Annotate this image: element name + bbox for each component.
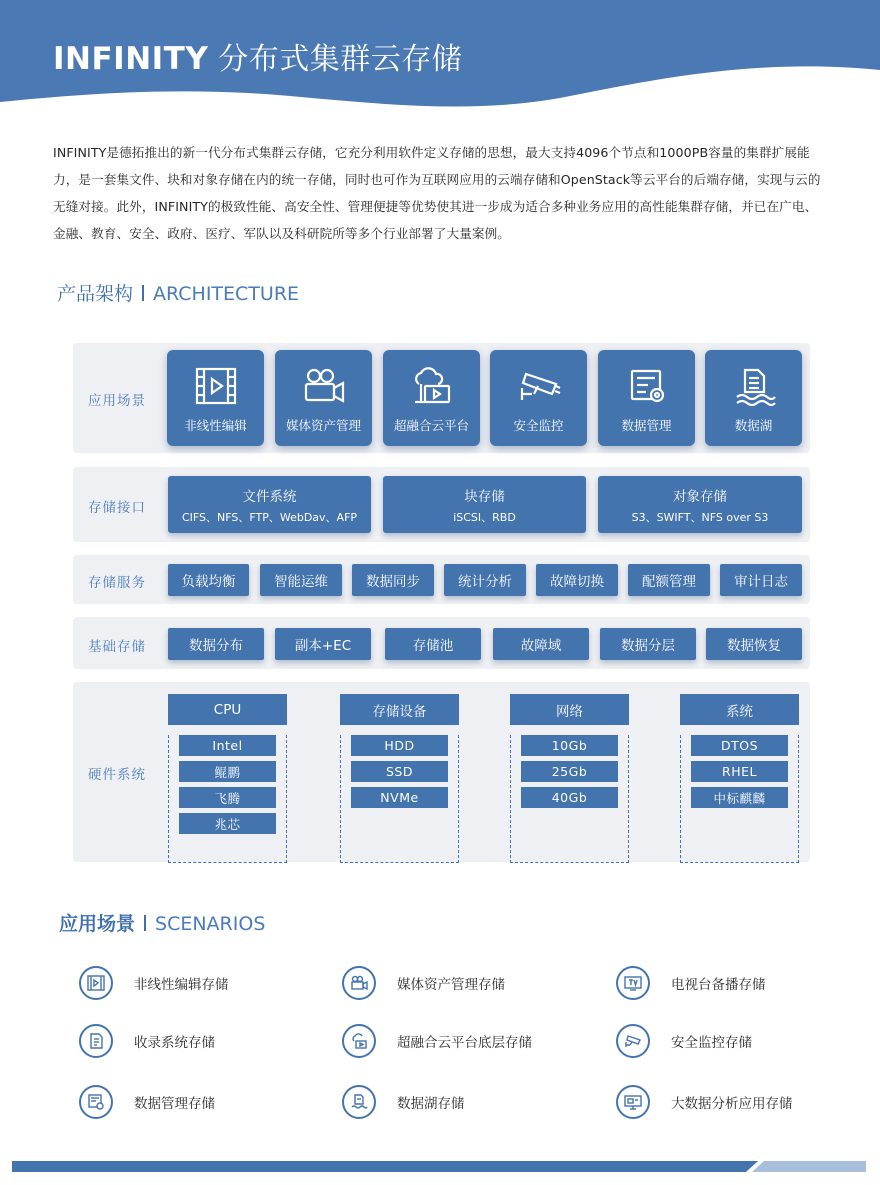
base-storage-item: 副本+EC (275, 628, 371, 660)
hardware-group-system (680, 694, 799, 863)
hardware-group-title: 存储设备 (340, 694, 459, 725)
hardware-item: 10Gb (521, 735, 618, 756)
service-item: 负载均衡 (168, 564, 249, 596)
base-storage-item: 存储池 (385, 628, 481, 660)
scenario-item-ingest (79, 1024, 215, 1058)
scenario-label: 超融合云平台底层存储 (397, 1035, 532, 1051)
intro-paragraph: INFINITY是德拓推出的新一代分布式集群云存储，它充分利用软件定义存储的思想，最大支持4096个节点和1000PB容量的集群扩展能力，是一套集文件、块和对象存储在内的统一存储，同时也可作为互联网应用的云端存储和OpenStack等云平台的后端存储，实现与云的无缝对接。此外，INFINITY的极致性能、高安全性、管理便捷等优势使其进一步成为适合多种业务应用的高性能集群存储，并已在广电、金融、教育、安全、政府、医疗、军队以及科研院所等多个行业部署了大量案例。 (53, 145, 821, 241)
service-item: 故障切换 (536, 564, 618, 596)
surveillance-camera-icon (624, 1033, 642, 1049)
hardware-item: NVMe (351, 787, 448, 808)
app-card-label: 数据管理 (621, 418, 672, 433)
base-storage-item: 数据分层 (600, 628, 696, 660)
app-card-hyperconverged (383, 350, 480, 446)
hardware-item: DTOS (691, 735, 788, 756)
app-card-label: 数据湖 (734, 418, 773, 433)
data-lake-icon (731, 366, 777, 406)
base-storage-item: 数据分布 (168, 628, 264, 660)
app-card-nle (167, 350, 264, 446)
hardware-item: 中标麒麟 (691, 787, 788, 808)
service-item: 智能运维 (260, 564, 342, 596)
scenario-label: 非线性编辑存储 (134, 977, 229, 993)
scenario-item-big-data (616, 1085, 793, 1119)
app-card-data-lake (705, 350, 802, 446)
scenario-label: 安全监控存储 (671, 1035, 752, 1051)
hardware-group-title: CPU (168, 694, 287, 725)
architecture-section-title: 产品架构 ARCHITECTURE (57, 283, 300, 305)
hardware-group-network (510, 694, 629, 863)
analytics-monitor-icon (624, 1094, 642, 1110)
tv-icon (624, 975, 642, 991)
interface-protocols: CIFS、NFS、FTP、WebDav、AFP (181, 510, 358, 524)
hardware-item: 25Gb (521, 761, 618, 782)
title-en: INFINITY (53, 41, 209, 77)
data-management-icon (624, 366, 670, 406)
document-icon (87, 1033, 105, 1049)
scenario-item-data-lake (342, 1085, 465, 1119)
video-camera-icon (301, 366, 347, 406)
service-item: 配额管理 (628, 564, 710, 596)
hardware-label: 硬件系统 (88, 767, 146, 783)
app-card-label: 安全监控 (513, 418, 564, 433)
hardware-group-title: 网络 (510, 694, 629, 725)
hardware-item: RHEL (691, 761, 788, 782)
service-item: 数据同步 (352, 564, 434, 596)
hardware-item: 飞腾 (179, 787, 276, 808)
scenario-item-media-asset (342, 966, 505, 1000)
scenario-label: 收录系统存储 (134, 1035, 215, 1051)
cloud-monitor-icon (350, 1033, 368, 1049)
storage-service-label: 存储服务 (88, 575, 146, 591)
interface-block-storage (383, 476, 586, 533)
data-lake-icon (350, 1094, 368, 1110)
film-editing-icon (193, 366, 239, 406)
title-cn: 分布式集群云存储 (218, 42, 463, 77)
interface-title: 块存储 (464, 488, 505, 505)
video-camera-icon (350, 975, 368, 991)
scenario-label: 媒体资产管理存储 (397, 977, 505, 993)
data-management-icon (87, 1094, 105, 1110)
page-title (53, 34, 462, 78)
hardware-item: 40Gb (521, 787, 618, 808)
surveillance-camera-icon (516, 366, 562, 406)
app-card-label: 超融合云平台 (393, 418, 469, 433)
scenario-item-data-management (79, 1085, 215, 1119)
app-card-data-management (598, 350, 695, 446)
hardware-group-title: 系统 (680, 694, 799, 725)
scenario-label: 数据湖存储 (397, 1096, 465, 1112)
service-item: 审计日志 (720, 564, 802, 596)
scenario-item-nle (79, 966, 229, 1000)
scenario-label: 数据管理存储 (134, 1096, 215, 1112)
cloud-monitor-icon (409, 366, 455, 406)
hardware-item: HDD (351, 735, 448, 756)
interface-file-system (168, 476, 371, 533)
scenario-item-security-monitor (616, 1024, 752, 1058)
film-icon (87, 975, 105, 991)
interface-title: 文件系统 (242, 488, 297, 505)
hardware-item: SSD (351, 761, 448, 782)
app-card-label: 媒体资产管理 (285, 418, 361, 433)
interface-object-storage (598, 476, 802, 533)
hardware-group-cpu (168, 694, 287, 863)
hardware-item: 鲲鹏 (179, 761, 276, 782)
base-storage-item: 数据恢复 (706, 628, 802, 660)
scenario-item-tv-broadcast (616, 966, 766, 1000)
hardware-group-storage-device (340, 694, 459, 863)
scenario-label: 大数据分析应用存储 (671, 1096, 793, 1112)
interface-title: 对象存储 (673, 488, 727, 505)
hardware-item: Intel (179, 735, 276, 756)
app-scenarios-label: 应用场景 (88, 393, 146, 409)
scenarios-section-title: 应用场景 SCENARIOS (59, 913, 266, 935)
app-card-media-asset (275, 350, 372, 446)
base-storage-label: 基础存储 (88, 639, 146, 655)
app-card-security-monitor (490, 350, 587, 446)
storage-interface-label: 存储接口 (88, 500, 146, 516)
base-storage-item: 故障域 (493, 628, 589, 660)
footer-bar (0, 1158, 880, 1174)
app-card-label: 非线性编辑 (184, 418, 247, 433)
scenario-item-hyperconverged (342, 1024, 532, 1058)
scenario-label: 电视台备播存储 (671, 977, 766, 993)
interface-protocols: iSCSI、RBD (453, 510, 516, 524)
service-item: 统计分析 (444, 564, 526, 596)
hardware-item: 兆芯 (179, 813, 276, 834)
interface-protocols: S3、SWIFT、NFS over S3 (631, 510, 769, 524)
